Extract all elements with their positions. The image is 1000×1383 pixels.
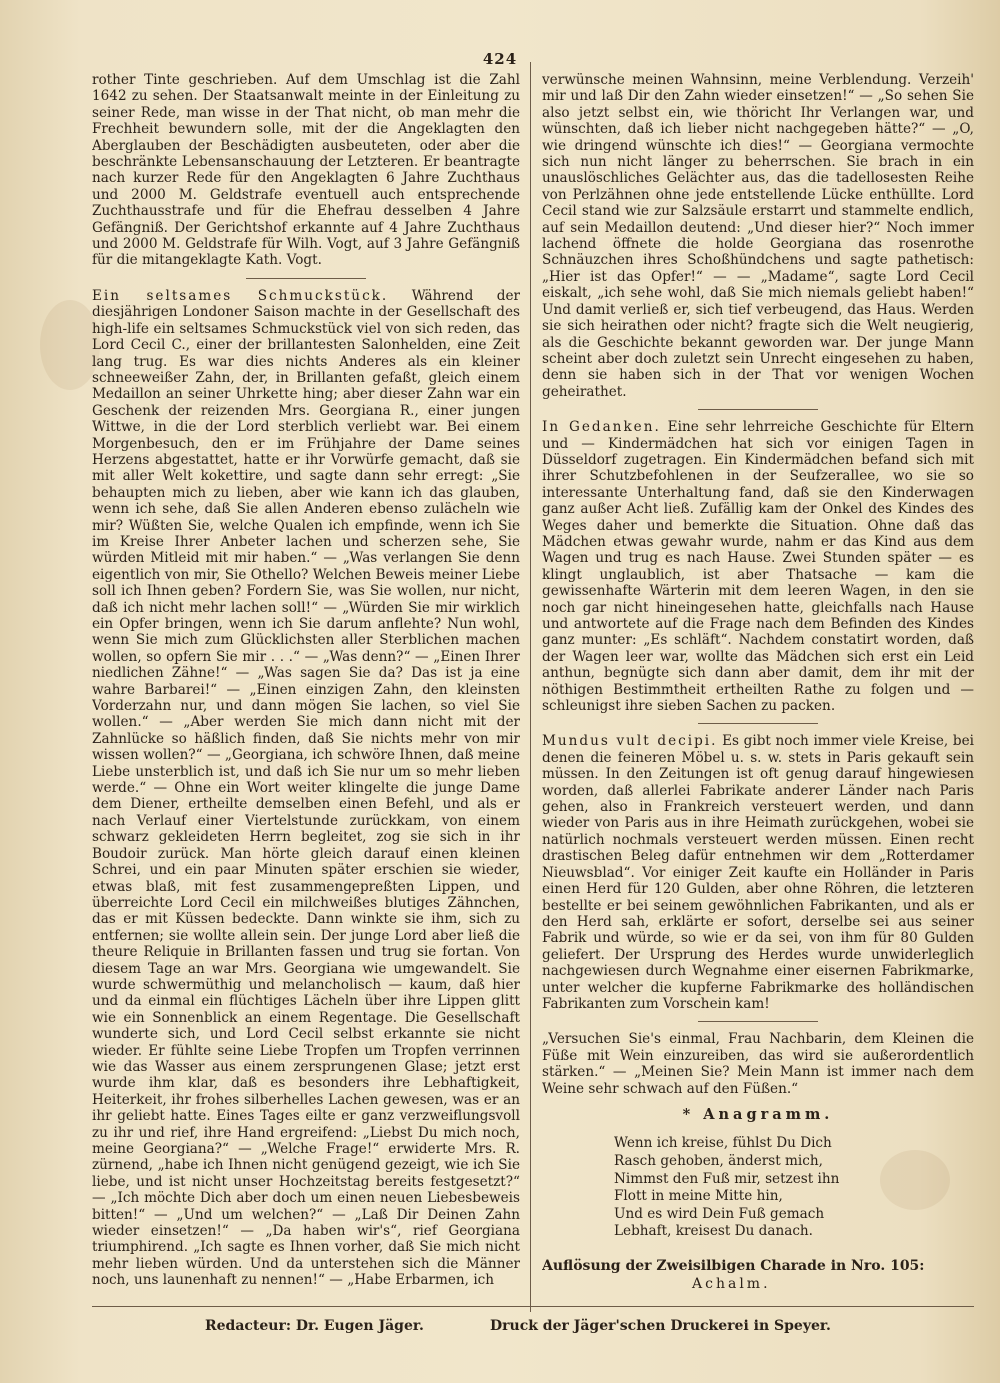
continuation-paragraph: verwünsche meinen Wahnsinn, meine Verblendung. Verzeih' mir und laß Dir den Zahn wieder einsetzen!“ — „So sehen Sie also jetzt selbst ein, wie thöricht Ihr Verlangen war, und wünschten, daß ich lieber nicht nachgegeben hätte?“ — „O, wie dringend wünschte ich dies!“ — Georgiana vermochte sich nun nicht länger zu beherrschen. Sie brach in ein unauslöschliches Gelächter aus, das die tadellosesten Reihe von Perlzähnen ohne jede entstellende Lücke enthüllte. Lord Cecil stand wie zur Salzsäule erstarrt und stammelte endlich, auf sein Medaillon deutend: „Und dieser hier?“ Noch immer lachend öffnete die holde Georgiana das rosenrothe Schnäuzchen ihres Schoßhündchens und sagte pathetisch: „Hier ist das Opfer!“ — — „Madame“, sagte Lord Cecil eiskalt, „ich sehe wohl, daß Sie mich niemals geliebt haben!“ Und damit verließ er, sich tief verbeugend, das Haus. Werden sie sich heirathen oder nicht? fragte sich die Welt neugierig, als die Geschichte bekannt geworden war. Der junge Mann scheint aber doch zuletzt sein Unrecht eingesehen zu haben, denn sie haben sich in der That vor wenigen Wochen geheirathet. [542,72,974,400]
charade-solution [542,1257,974,1292]
article-paragraph [542,733,974,1012]
article-separator [698,723,818,724]
article-separator [246,278,366,279]
article-title: In Gedanken. [542,419,661,436]
solution-title: Auflösung der Zweisilbigen Charade in Nro. 105: [542,1257,925,1274]
intro-paragraph: rother Tinte geschrieben. Auf dem Umschlag ist die Zahl 1642 zu sehen. Der Staatsanwalt meinte in der Einleitung zu seiner Rede, man wisse in der That nicht, ob man mehr die Frechheit bewundern solle, mit der die Angeklagten den Aberglauben der Beschädigten ausbeuteten, oder aber die beschränkte Lebensanschauung der Letzteren. Er beantragte nach kurzer Rede für den Angeklagten 6 Jahre Zuchthaus und 2000 M. Geldstrafe eventuell auch entsprechende Zuchthausstrafe und für die Ehefrau desselben 4 Jahre Gefängniß. Der Gerichtshof erkannte auf 4 Jahre Zuchthaus und 2000 M. Geldstrafe für Wilh. Vogt, auf 3 Jahre Gefängniß für die mitangeklagte Kath. Vogt. [92,72,520,269]
poem-line: Flott in meine Mitte hin, [614,1188,783,1205]
anagram-title: * Anagramm. [682,1105,834,1123]
right-column [542,72,974,1292]
article-paragraph [92,288,520,1289]
paper-stain [40,300,100,390]
left-column [92,72,520,1292]
column-divider [530,62,531,1312]
article-title: Mundus vult decipi. [542,733,718,750]
article-body: Es gibt noch immer viele Kreise, bei denen die feineren Möbel u. s. w. stets in Paris gekauft sein müssen. In den Zeitungen ist oft genug darauf hingewiesen worden, daß allerlei Fabrikate anderer Länder nach Paris gehen, also in Frankreich versteuert werden, und dann wieder von Paris aus in ihre Heimath zurückgehen, wobei sie natürlich nochmals versteuert werden müssen. Einen recht drastischen Beleg dafür entnehmen wir dem „Rotterdamer Nieuwsblad“. Vor einiger Zeit kaufte ein Holländer in Paris einen Herd für 120 Gulden, aber ohne Röhren, die letzteren bestellte er bei seinem gewöhnlichen Fabrikanten, und als er den Herd sah, erklärte er sofort, derselbe sei aus seiner Fabrik und würde, so wie er da sei, von ihm für 80 Gulden geliefert. Der Ursprung des Herdes wurde unwiderleglich nachgewiesen durch Wegnahme einer eisernen Fabrikmarke, unter welcher die kupferne Fabrikmarke des holländischen Fabrikanten zum Vorschein kam! [542,733,974,1012]
footer-rule [92,1306,974,1307]
article-body: Eine sehr lehrreiche Geschichte für Eltern und — Kindermädchen hat sich vor einigen Tagen in Düsseldorf zugetragen. Ein Kindermädchen befand sich mit ihrer Schutzbefohlenen in der Seufzerallee, wo sie so interessante Unterhaltung fand, daß sie den Kinderwagen ganz außer Acht ließ. Zufällig kam der Onkel des Kindes des Weges daher und bemerkte die Situation. Ohne daß das Mädchen etwas gewahr wurde, nahm er das Kind aus dem Wagen und trug es nach Hause. Zwei Stunden später — es klingt unglaublich, ist aber Thatsache — kam die gewissenhafte Wärterin mit dem leeren Wagen, in den sie noch gar nicht hineingesehen hatte, gleichfalls nach Hause und antwortete auf die Frage nach dem Befinden des Kindes ganz munter: „Es schläft“. Nachdem constatirt worden, daß der Wagen leer war, wollte das Mädchen sich erst ein Leid anthun, begnügte sich dann aber damit, dem ihr mit der nöthigen Bestimmtheit ertheilten Rathe zu folgen und — schleunigst ihre sieben Sachen zu packen. [542,419,974,715]
poem-line: Wenn ich kreise, fühlst Du Dich [614,1135,832,1152]
solution-answer: Achalm. [692,1275,771,1292]
poem-line: Nimmst den Fuß mir, setzest ihn [614,1170,840,1187]
page-number: 424 [482,50,518,68]
article-body: Während der diesjährigen Londoner Saison machte in der Gesellschaft des high-life ein seltsames Schmuckstück viel von sich reden, das Lord Cecil C., einer der brillantesten Salonhelden, eine Zeit lang trug. Es war dies nichts Anderes als ein kleiner schneeweißer Zahn, der, in Brillanten gefaßt, gleich einem Medaillon an seiner Uhrkette hing; aber dieser Zahn war ein Geschenk der reizenden Mrs. Georgiana R., einer jungen Wittwe, in die der Lord sterblich verliebt war. Bei einem Morgenbesuch, den er im Frühjahre der Dame seines Herzens abgestattet, hatte er ihr Vorwürfe gemacht, daß sie mit aller Welt kokettire, und sagte dann sehr erregt: „Sie behaupten mich zu lieben, aber wie kann ich das glauben, wenn ich sehe, daß Sie allen Anderen ebenso zulächeln wie mir? Wüßten Sie, welche Qualen ich empfinde, wenn ich Sie im Kreise Ihrer Anbeter lachen und scherzen sehe, Sie würden Mitleid mit mir haben.“ — „Was verlangen Sie denn eigentlich von mir, Sie Othello? Welchen Beweis meiner Liebe soll ich Ihnen geben? Fordern Sie, was Sie wollen, nur nicht, daß ich nicht mehr lachen soll!“ — „Würden Sie mir wirklich ein Opfer bringen, wenn ich Sie darum anflehte? Nun wohl, wenn Sie mich zum Glücklichsten aller Sterblichen machen wollen, so opfern Sie mir . . .“ — „Was denn?“ — „Einen Ihrer niedlichen Zähne!“ — „Was sagen Sie da? Das ist ja eine wahre Barbarei!“ — „Einen einzigen Zahn, den kleinsten Vorderzahn nur, und dann mögen Sie lachen, so viel Sie wollen.“ — „Aber werden Sie mich dann nicht mit der Zahnlücke so häßlich finden, daß Sie nichts mehr von mir wissen wollen?“ — „Georgiana, ich schwöre Ihnen, daß meine Liebe unsterblich ist, und daß ich Sie nur um so mehr lieben werde.“ — Ohne ein Wort weiter klingelte die junge Dame dem Diener, ertheilte demselben einen Befehl, und als er nach Verlauf einer Viertelstunde zurückkam, von einem schwarz gekleideten Herrn begleitet, zog sie sich in ihr Boudoir zurück. Man hörte gleich darauf einen kleinen Schrei, und ein paar Minuten später erschien sie wieder, etwas blaß, mit fest zusammengepreßten Lippen, und überreichte Lord Cecil ein milchweißes blutiges Zähnchen, das er mit Küssen bedeckte. Dann winkte sie ihm, sich zu entfernen; sie wollte allein sein. Der junge Lord aber ließ die theure Reliquie in Brillanten fassen und trug sie fortan. Von diesem Tage an war Mrs. Georgiana wie umgewandelt. Sie wurde schwermüthig und melancholisch — kaum, daß hier und da einmal ein flüchtiges Lächeln über ihre Lippen glitt wie ein Sonnenblick an einem Regentage. Die Gesellschaft wunderte sich, und Lord Cecil selbst erkannte sie nicht wieder. Er fühlte seine Liebe Tropfen um Tropfen verrinnen wie das Wasser aus einem zersprungenen Glase; jetzt erst wurde ihm klar, daß es besonders ihre Lebhaftigkeit, Heiterkeit, ihr frohes silberhelles Lachen gewesen, was er an ihr geliebt hatte. Eines Tages eilte er ganz verzweiflungsvoll zu ihr und rief, ihre Hand ergreifend: „Liebst Du mich noch, meine Georgiana?“ — „Welche Frage!“ erwiderte Mrs. R. zürnend, „habe ich Ihnen nicht genügend gezeigt, wie ich Sie liebe, und ist nicht unser Hochzeitstag bereits festgesetzt?“ — „Ich möchte Dich aber doch um einen neuen Liebesbeweis bitten!“ — „Und um welchen?“ — „Laß Dir Deinen Zahn wieder einsetzen!“ — „Da haben wir's“, rief Georgiana triumphirend. „Ich sagte es Ihnen vorher, daß Sie mich nicht mehr lieben würden. Und da unterstehen sich die Männer noch, uns launenhaft zu nennen!“ — „Habe Erbarmen, ich [92,287,520,1289]
article-paragraph [542,419,974,714]
anagram-poem [614,1135,974,1241]
article-title: Ein seltsames Schmuckstück. [92,287,389,304]
article-separator [698,409,818,410]
joke-paragraph: „Versuchen Sie's einmal, Frau Nachbarin, dem Kleinen die Füße mit Wein einzureiben, das wird sie außerordentlich stärken.“ — „Meinen Sie? Mein Mann ist immer nach dem Weine sehr schwach auf den Füßen.“ [542,1031,974,1097]
poem-line: Und es wird Dein Fuß gemach [614,1205,825,1222]
poem-line: Lebhaft, kreisest Du danach. [614,1223,814,1240]
printer-line: Druck der Jäger'schen Druckerei in Speyer. [490,1318,831,1334]
article-separator [698,1021,818,1022]
poem-line: Rasch gehoben, änderst mich, [614,1152,823,1169]
editor-line: Redacteur: Dr. Eugen Jäger. [205,1318,424,1334]
